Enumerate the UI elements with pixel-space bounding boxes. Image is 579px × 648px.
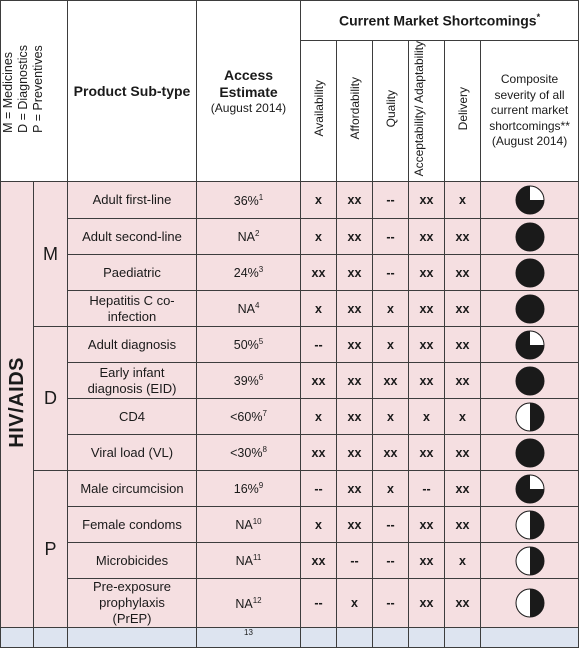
footnote-marker: 2 bbox=[254, 229, 260, 239]
shortcoming-mark: x bbox=[373, 471, 409, 507]
legend-preventives: P = Preventives bbox=[31, 44, 45, 133]
footnote-marker: 1 bbox=[258, 192, 264, 202]
shortcoming-mark: xx bbox=[337, 399, 373, 435]
footnote-marker: 8 bbox=[262, 445, 267, 455]
shortcoming-mark: -- bbox=[373, 579, 409, 628]
table-row bbox=[1, 219, 579, 255]
shortcoming-mark: xx bbox=[301, 543, 337, 579]
severity-pie-icon bbox=[515, 402, 545, 432]
current-shortcomings-mark: * bbox=[536, 12, 541, 23]
group-label bbox=[1, 182, 34, 628]
shortcoming-mark: xx bbox=[409, 219, 445, 255]
footnote-marker: 10 bbox=[252, 517, 262, 527]
product-subtype-header: Product Sub-type bbox=[68, 1, 197, 182]
access-value: NA bbox=[235, 518, 253, 533]
partial-cell bbox=[481, 628, 579, 648]
severity-pie-icon bbox=[515, 258, 545, 288]
access-cell bbox=[197, 471, 301, 507]
col-affordability bbox=[337, 41, 373, 182]
col-availability-label: Availability bbox=[311, 80, 326, 137]
access-cell bbox=[197, 435, 301, 471]
shortcoming-mark: xx bbox=[337, 182, 373, 219]
footnote-marker: 11 bbox=[253, 553, 262, 563]
table-row bbox=[1, 327, 579, 363]
legend-diagnostics: D = Diagnostics bbox=[16, 44, 30, 133]
access-estimate-date: (August 2014) bbox=[210, 101, 287, 116]
access-cell bbox=[197, 579, 301, 628]
composite-severity-cell bbox=[481, 327, 579, 363]
shortcoming-mark: -- bbox=[373, 543, 409, 579]
col-quality-label: Quality bbox=[383, 90, 398, 128]
table-row bbox=[1, 182, 579, 219]
legend-medicines: M = Medicines bbox=[1, 51, 15, 133]
legend-cell bbox=[1, 1, 68, 182]
access-value: <60% bbox=[230, 410, 263, 425]
product-cell: Early infant diagnosis (EID) bbox=[68, 363, 197, 399]
severity-pie-icon bbox=[515, 366, 545, 396]
product-cell: CD4 bbox=[68, 399, 197, 435]
col-delivery-label: Delivery bbox=[455, 87, 470, 131]
shortcoming-mark: xx bbox=[337, 435, 373, 471]
footnote-marker: 6 bbox=[258, 373, 264, 383]
shortcoming-mark: xx bbox=[409, 579, 445, 628]
shortcoming-mark: xx bbox=[445, 255, 481, 291]
shortcoming-mark: x bbox=[445, 399, 481, 435]
access-value: NA bbox=[237, 230, 255, 245]
shortcoming-mark: -- bbox=[373, 255, 409, 291]
severity-pie-icon bbox=[515, 294, 545, 324]
severity-pie-icon bbox=[515, 588, 545, 618]
partial-cell bbox=[197, 628, 301, 648]
severity-pie-icon bbox=[515, 222, 545, 252]
shortcoming-mark: xx bbox=[301, 255, 337, 291]
shortcoming-mark: x bbox=[373, 327, 409, 363]
access-value: <30% bbox=[230, 446, 263, 461]
shortcoming-mark: xx bbox=[337, 219, 373, 255]
group-label-text: HIV/AIDS bbox=[5, 357, 28, 448]
table-row bbox=[1, 255, 579, 291]
current-shortcomings-title: Current Market Shortcomings bbox=[338, 12, 537, 29]
composite-severity-cell bbox=[481, 507, 579, 543]
access-cell bbox=[197, 182, 301, 219]
shortcoming-mark: x bbox=[373, 291, 409, 327]
access-value: NA bbox=[237, 302, 255, 317]
access-cell bbox=[197, 363, 301, 399]
shortcoming-mark: -- bbox=[373, 182, 409, 219]
shortcoming-mark: x bbox=[301, 182, 337, 219]
shortcoming-mark: xx bbox=[373, 363, 409, 399]
footnote-marker: 12 bbox=[252, 595, 262, 605]
partial-cell bbox=[445, 628, 481, 648]
access-cell bbox=[197, 291, 301, 327]
severity-pie-icon bbox=[515, 474, 545, 504]
partial-cell bbox=[373, 628, 409, 648]
composite-severity-cell bbox=[481, 399, 579, 435]
current-shortcomings-header bbox=[301, 1, 579, 41]
col-quality bbox=[373, 41, 409, 182]
shortcoming-mark: x bbox=[301, 219, 337, 255]
shortcoming-mark: xx bbox=[337, 255, 373, 291]
shortcoming-mark: x bbox=[445, 182, 481, 219]
footnote-marker: 9 bbox=[258, 481, 264, 491]
table-row bbox=[1, 471, 579, 507]
access-cell bbox=[197, 399, 301, 435]
table-body bbox=[1, 182, 579, 648]
severity-pie-icon bbox=[515, 510, 545, 540]
access-value: 50% bbox=[233, 338, 259, 353]
access-value: 39% bbox=[233, 374, 259, 389]
severity-pie-icon bbox=[515, 438, 545, 468]
shortcoming-mark: xx bbox=[409, 182, 445, 219]
shortcoming-mark: x bbox=[373, 399, 409, 435]
composite-severity-cell bbox=[481, 543, 579, 579]
access-cell bbox=[197, 507, 301, 543]
col-availability bbox=[301, 41, 337, 182]
shortcoming-mark: x bbox=[301, 291, 337, 327]
product-cell: Adult diagnosis bbox=[68, 327, 197, 363]
product-cell: Pre-exposure prophylaxis (PrEP) bbox=[68, 579, 197, 628]
footnote-marker: 13 bbox=[244, 628, 253, 638]
shortcoming-mark: xx bbox=[445, 579, 481, 628]
severity-pie-icon bbox=[515, 546, 545, 576]
composite-severity-cell bbox=[481, 363, 579, 399]
shortcoming-mark: xx bbox=[445, 327, 481, 363]
footnote-marker: 7 bbox=[262, 409, 267, 419]
access-value: NA bbox=[235, 597, 253, 611]
composite-severity-cell bbox=[481, 291, 579, 327]
partial-cell bbox=[409, 628, 445, 648]
footnote-marker: 3 bbox=[258, 265, 264, 275]
shortcoming-mark: xx bbox=[409, 507, 445, 543]
footnote-marker: 5 bbox=[258, 337, 264, 347]
partial-cell bbox=[68, 628, 197, 648]
shortcoming-mark: xx bbox=[409, 327, 445, 363]
shortcoming-mark: xx bbox=[409, 291, 445, 327]
shortcoming-mark: x bbox=[445, 543, 481, 579]
shortcoming-mark: x bbox=[409, 399, 445, 435]
shortcoming-mark: x bbox=[301, 507, 337, 543]
composite-severity-cell bbox=[481, 471, 579, 507]
table-row bbox=[1, 291, 579, 327]
product-cell: Hepatitis C co-infection bbox=[68, 291, 197, 327]
subgroup-label: P bbox=[34, 471, 68, 628]
shortcoming-mark: xx bbox=[409, 543, 445, 579]
table-row bbox=[1, 435, 579, 471]
shortcoming-mark: xx bbox=[445, 471, 481, 507]
table-row-partial bbox=[1, 628, 579, 648]
shortcoming-mark: xx bbox=[409, 363, 445, 399]
product-cell: Paediatric bbox=[68, 255, 197, 291]
composite-severity-cell bbox=[481, 579, 579, 628]
shortcoming-mark: -- bbox=[301, 579, 337, 628]
col-affordability-label: Affordability bbox=[347, 77, 362, 140]
composite-severity-cell bbox=[481, 435, 579, 471]
table-row bbox=[1, 399, 579, 435]
access-cell bbox=[197, 543, 301, 579]
shortcoming-mark: -- bbox=[373, 219, 409, 255]
shortcoming-mark: xx bbox=[337, 507, 373, 543]
product-cell: Female condoms bbox=[68, 507, 197, 543]
severity-pie-icon bbox=[515, 330, 545, 360]
access-cell bbox=[197, 327, 301, 363]
composite-severity-cell bbox=[481, 219, 579, 255]
col-composite bbox=[481, 41, 579, 182]
shortcoming-mark: xx bbox=[301, 363, 337, 399]
partial-cell bbox=[337, 628, 373, 648]
shortcoming-mark: -- bbox=[409, 471, 445, 507]
composite-severity-cell bbox=[481, 182, 579, 219]
shortcoming-mark: xx bbox=[445, 363, 481, 399]
product-cell: Adult second-line bbox=[68, 219, 197, 255]
subgroup-label: D bbox=[34, 327, 68, 471]
shortcoming-mark: xx bbox=[337, 363, 373, 399]
composite-severity-cell bbox=[481, 255, 579, 291]
access-value: NA bbox=[235, 554, 254, 569]
severity-pie-icon bbox=[515, 185, 545, 215]
access-cell bbox=[197, 255, 301, 291]
shortcoming-mark: xx bbox=[337, 327, 373, 363]
shortcoming-mark: xx bbox=[337, 471, 373, 507]
shortcoming-mark: xx bbox=[445, 291, 481, 327]
shortcoming-mark: -- bbox=[301, 327, 337, 363]
access-cell bbox=[197, 219, 301, 255]
access-estimate-title: Access Estimate bbox=[219, 67, 278, 101]
shortcoming-mark: xx bbox=[409, 435, 445, 471]
shortcoming-mark: -- bbox=[301, 471, 337, 507]
product-cell: Viral load (VL) bbox=[68, 435, 197, 471]
access-estimate-header bbox=[197, 1, 301, 182]
shortcoming-mark: xx bbox=[445, 219, 481, 255]
partial-cell bbox=[301, 628, 337, 648]
shortcoming-mark: xx bbox=[337, 291, 373, 327]
subgroup-label: M bbox=[34, 182, 68, 327]
col-acceptability-label: Acceptability/ Adaptability bbox=[411, 41, 426, 177]
access-value: 36% bbox=[233, 194, 259, 208]
partial-cell bbox=[34, 628, 68, 648]
partial-cell bbox=[1, 628, 34, 648]
shortcoming-mark: x bbox=[337, 579, 373, 628]
access-value: 24% bbox=[233, 266, 259, 281]
table-row bbox=[1, 579, 579, 628]
col-acceptability bbox=[409, 41, 445, 182]
table-row bbox=[1, 543, 579, 579]
shortcoming-mark: -- bbox=[337, 543, 373, 579]
table-row bbox=[1, 507, 579, 543]
product-cell: Adult first-line bbox=[68, 182, 197, 219]
footnote-marker: 4 bbox=[254, 301, 260, 311]
legend bbox=[1, 41, 46, 137]
product-cell: Microbicides bbox=[68, 543, 197, 579]
table-row bbox=[1, 363, 579, 399]
shortcoming-mark: xx bbox=[373, 435, 409, 471]
shortcoming-mark: xx bbox=[445, 435, 481, 471]
shortcoming-mark: xx bbox=[301, 435, 337, 471]
col-delivery bbox=[445, 41, 481, 182]
product-cell: Male circumcision bbox=[68, 471, 197, 507]
shortcoming-mark: -- bbox=[373, 507, 409, 543]
shortcoming-mark: xx bbox=[445, 507, 481, 543]
col-composite-label: Composite severity of all current market shortcomings** (August 2014) bbox=[489, 72, 570, 149]
shortcoming-mark: x bbox=[301, 399, 337, 435]
access-value: 16% bbox=[233, 482, 259, 497]
shortcoming-mark: xx bbox=[409, 255, 445, 291]
